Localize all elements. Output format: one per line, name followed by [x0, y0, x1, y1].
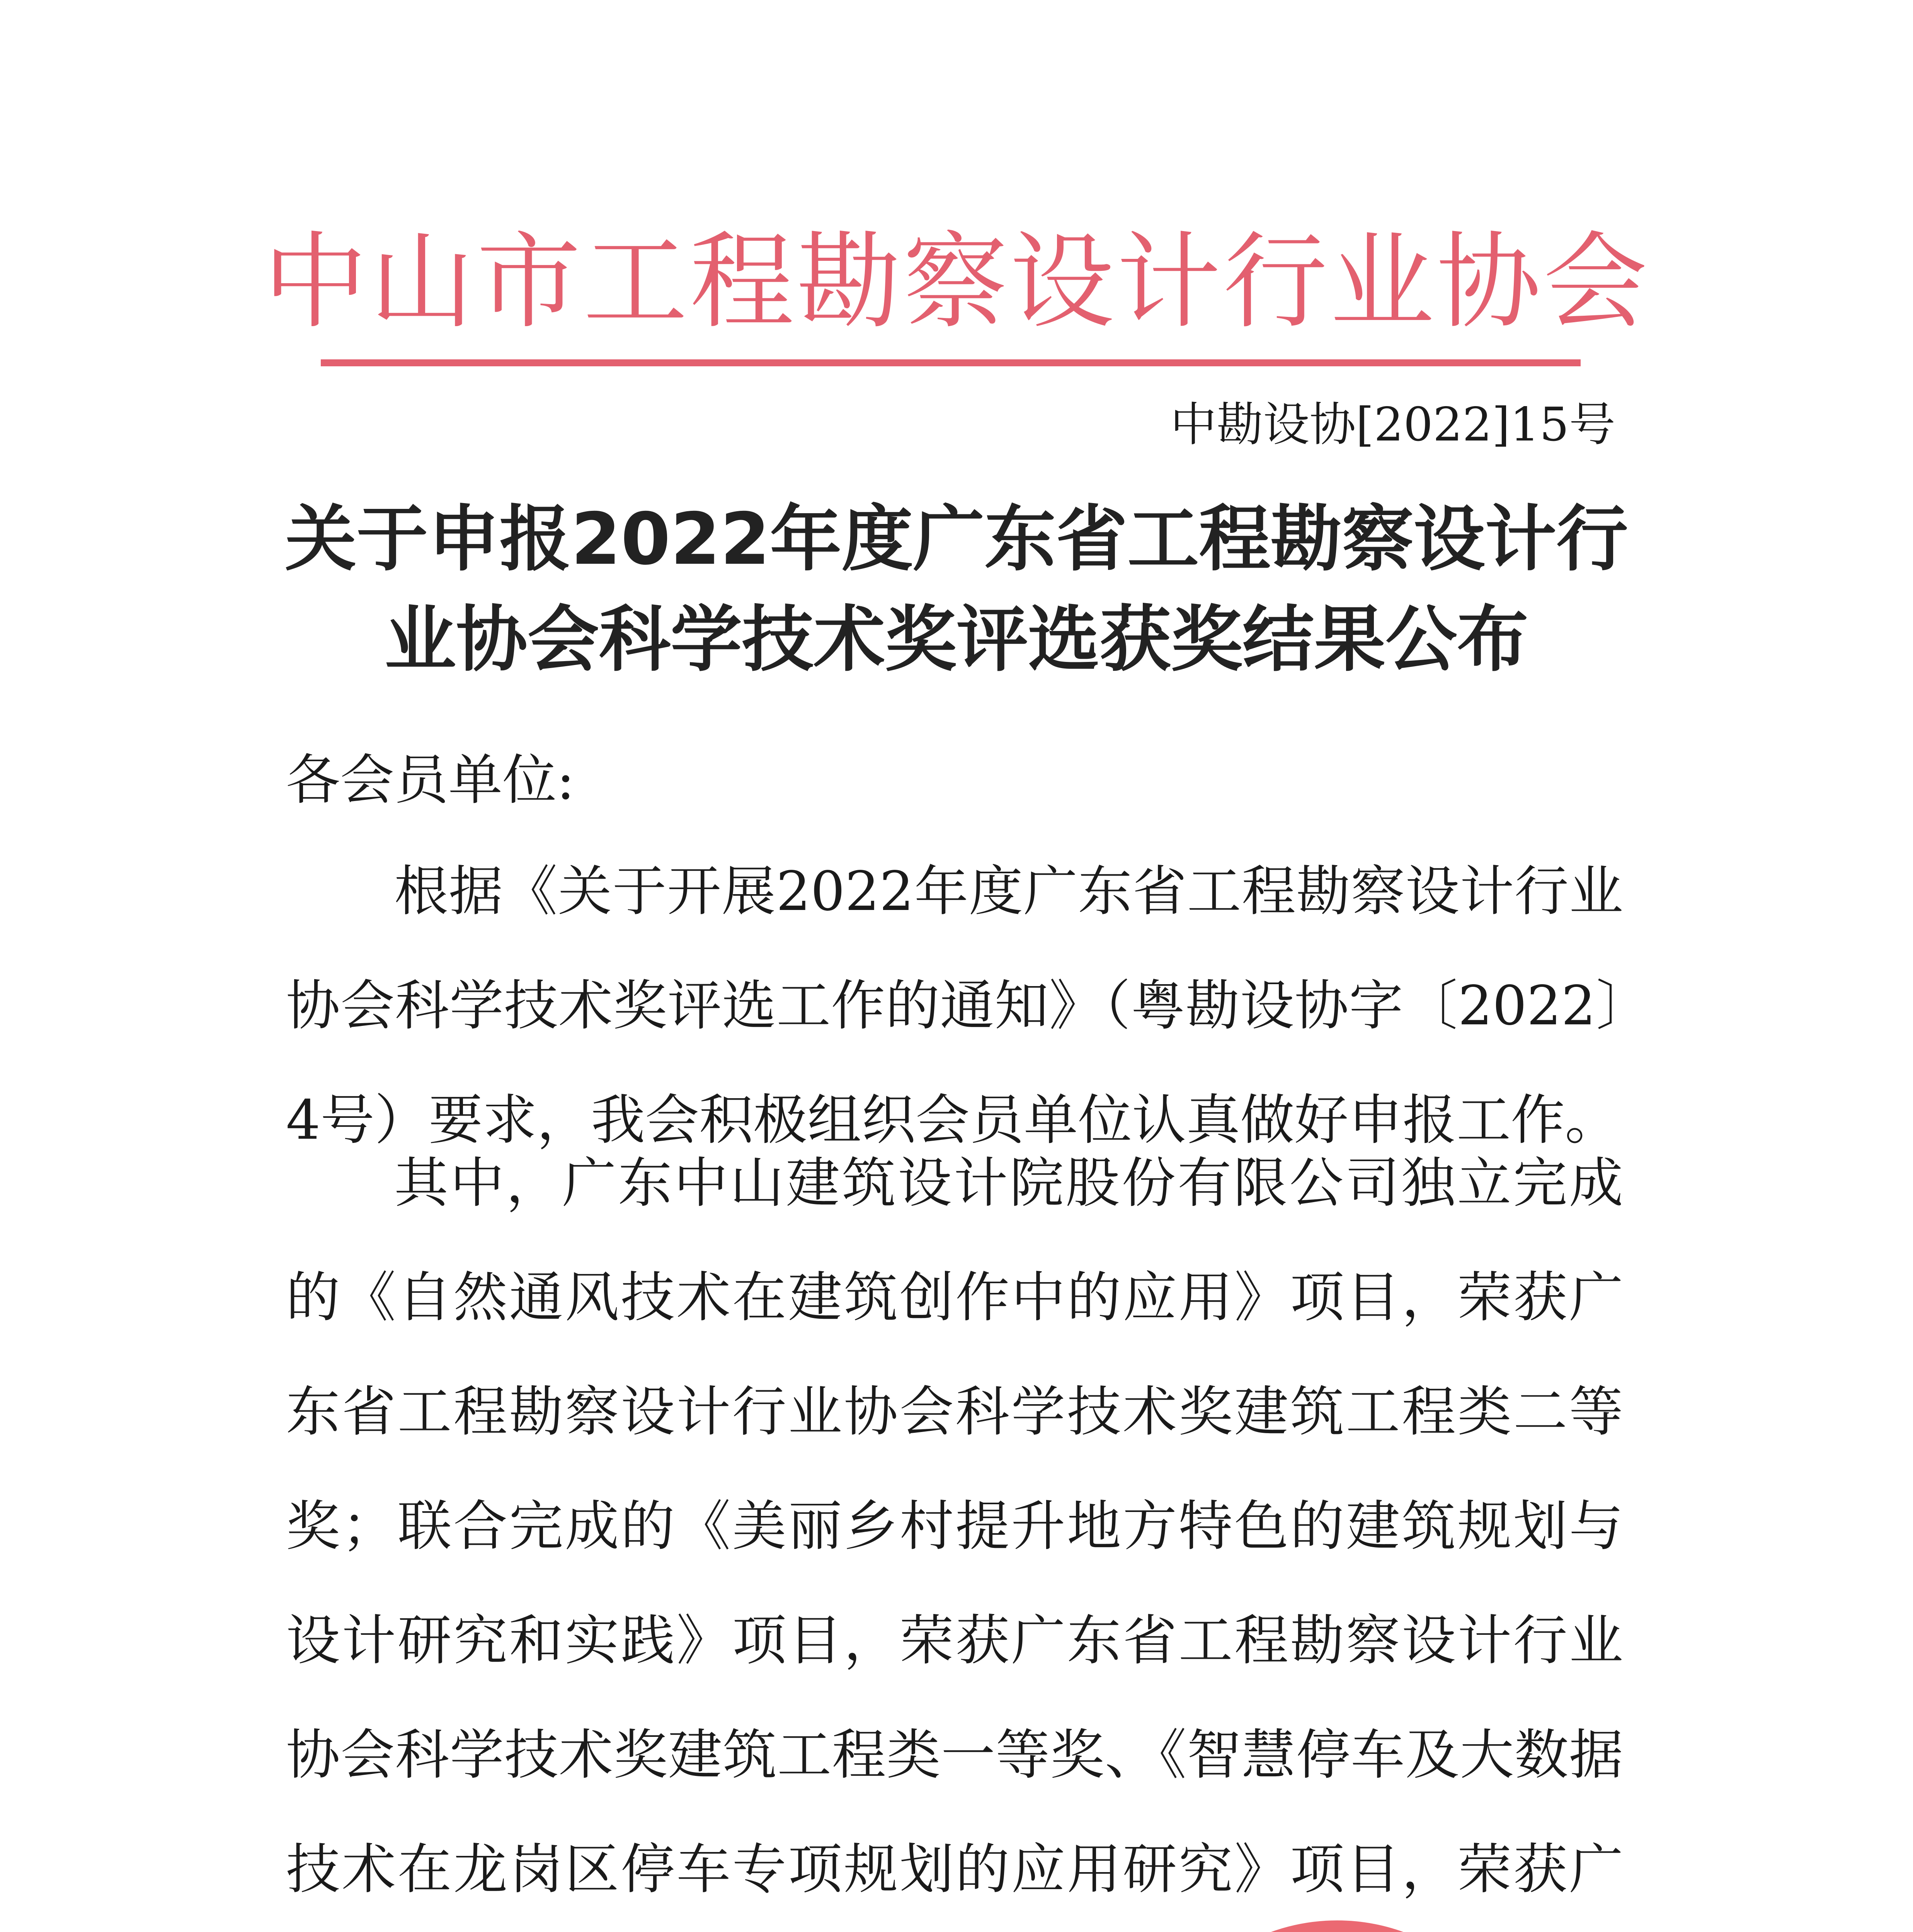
- seal-text: [1142, 1920, 1532, 1932]
- salutation: 各会员单位:: [286, 749, 575, 812]
- body-paragraph-2: 其中，广东中山建筑设计院股份有限公司独立完成的《自然通风技术在建筑创作中的应用》项目，荣获广东省工程勘察设计行业协会科学技术奖建筑工程类二等奖；联合完成的《美丽乡村提升地方特色的建筑规划与设计研究和实践》项目，荣获广东省工程勘察设计行业协会科学技术奖建筑工程类一等奖、《智慧停车及大数据技术在龙岗区停车专项规划的应用研究》项目，荣获广: [286, 1152, 1623, 1901]
- document-title-line-1: 关于申报2022年度广东省工程勘察设计行: [285, 497, 1628, 581]
- body-paragraph-1: 根据《关于开展2022年度广东省工程勘察设计行业协会科学技术奖评选工作的通知》（粤勘设协字〔2022〕4号）要求，我会积极组织会员单位认真做好申报工作。: [286, 860, 1623, 1152]
- official-seal: [1142, 1920, 1532, 1932]
- document-title-line-2: 业协会科学技术奖评选获奖结果公布: [385, 598, 1528, 681]
- org-header-title: 中山市工程勘察设计行业协会: [263, 221, 1650, 343]
- document-number: 中勘设协[2022]15号: [1170, 398, 1615, 452]
- header-underline: [321, 359, 1581, 366]
